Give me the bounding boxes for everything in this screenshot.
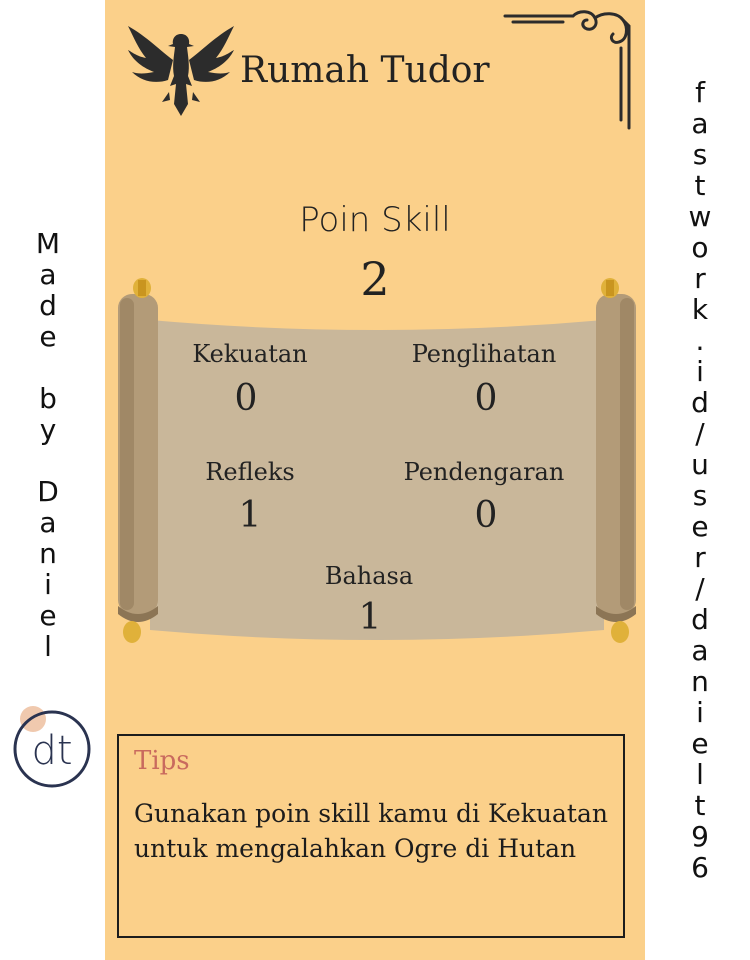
vertical-char: 9 [691, 820, 709, 853]
stat-pendengaran-label: Pendengaran [403, 458, 565, 486]
stat-kekuatan-label: Kekuatan [192, 340, 308, 368]
vertical-char [26, 352, 70, 383]
vertical-char: b [39, 382, 57, 415]
vertical-char [26, 445, 70, 476]
stat-bahasa-value: 1 [358, 597, 382, 638]
vertical-char: e [691, 510, 709, 543]
vertical-char: . [695, 324, 705, 357]
vertical-char: s [692, 479, 708, 512]
vertical-char: f [695, 76, 705, 109]
stat-bahasa-label: Bahasa [324, 562, 414, 590]
vertical-char: a [39, 258, 57, 291]
vertical-char: 6 [691, 851, 709, 884]
vertical-char: n [39, 537, 57, 570]
vertical-char: r [694, 541, 706, 574]
vertical-char: o [691, 231, 709, 264]
stat-pendengaran-value: 0 [474, 495, 498, 536]
tips-title: Tips [134, 746, 190, 776]
eagle-emblem-icon [124, 22, 238, 118]
vertical-char: e [39, 320, 57, 353]
page-title: Rumah Tudor [240, 50, 490, 91]
stat-penglihatan-label: Penglihatan [411, 340, 557, 368]
stat-refleks-value: 1 [238, 495, 262, 536]
vertical-char: d [691, 386, 709, 419]
skill-points-value: 2 [360, 252, 390, 306]
vertical-char: u [691, 448, 709, 481]
stat-kekuatan-value: 0 [234, 378, 258, 419]
fastwork-url-vertical-text [678, 77, 722, 883]
vertical-char: y [39, 413, 57, 446]
stat-penglihatan-value: 0 [474, 378, 498, 419]
vertical-char: t [694, 169, 706, 202]
vertical-char: r [694, 262, 706, 295]
tips-box [117, 734, 625, 938]
vertical-char: d [691, 603, 709, 636]
vertical-char: s [692, 138, 708, 171]
corner-ornament-icon [503, 10, 635, 132]
stat-refleks-label: Refleks [205, 458, 295, 486]
vertical-char: l [44, 630, 52, 663]
dt-logo-icon [12, 702, 94, 792]
vertical-char: e [39, 599, 57, 632]
vertical-char: w [688, 200, 712, 233]
vertical-char: M [35, 227, 61, 260]
vertical-char: d [39, 289, 57, 322]
vertical-char: e [691, 727, 709, 760]
vertical-char: / [695, 572, 705, 605]
vertical-char: n [691, 665, 709, 698]
vertical-char: a [691, 634, 709, 667]
vertical-char: a [39, 506, 57, 539]
vertical-char: i [696, 355, 704, 388]
logo-text: dt [31, 728, 73, 774]
vertical-char: l [696, 758, 704, 791]
vertical-char: i [696, 696, 704, 729]
vertical-char: k [691, 293, 709, 326]
vertical-char: a [691, 107, 709, 140]
vertical-char: i [44, 568, 52, 601]
tips-body: Gunakan poin skill kamu di Kekuatan untuk mengalahkan Ogre di Hutan [134, 799, 608, 863]
vertical-char: D [37, 475, 59, 508]
vertical-char: t [694, 789, 706, 822]
skill-points-label: Poin Skill [299, 200, 451, 240]
vertical-char: / [695, 417, 705, 450]
